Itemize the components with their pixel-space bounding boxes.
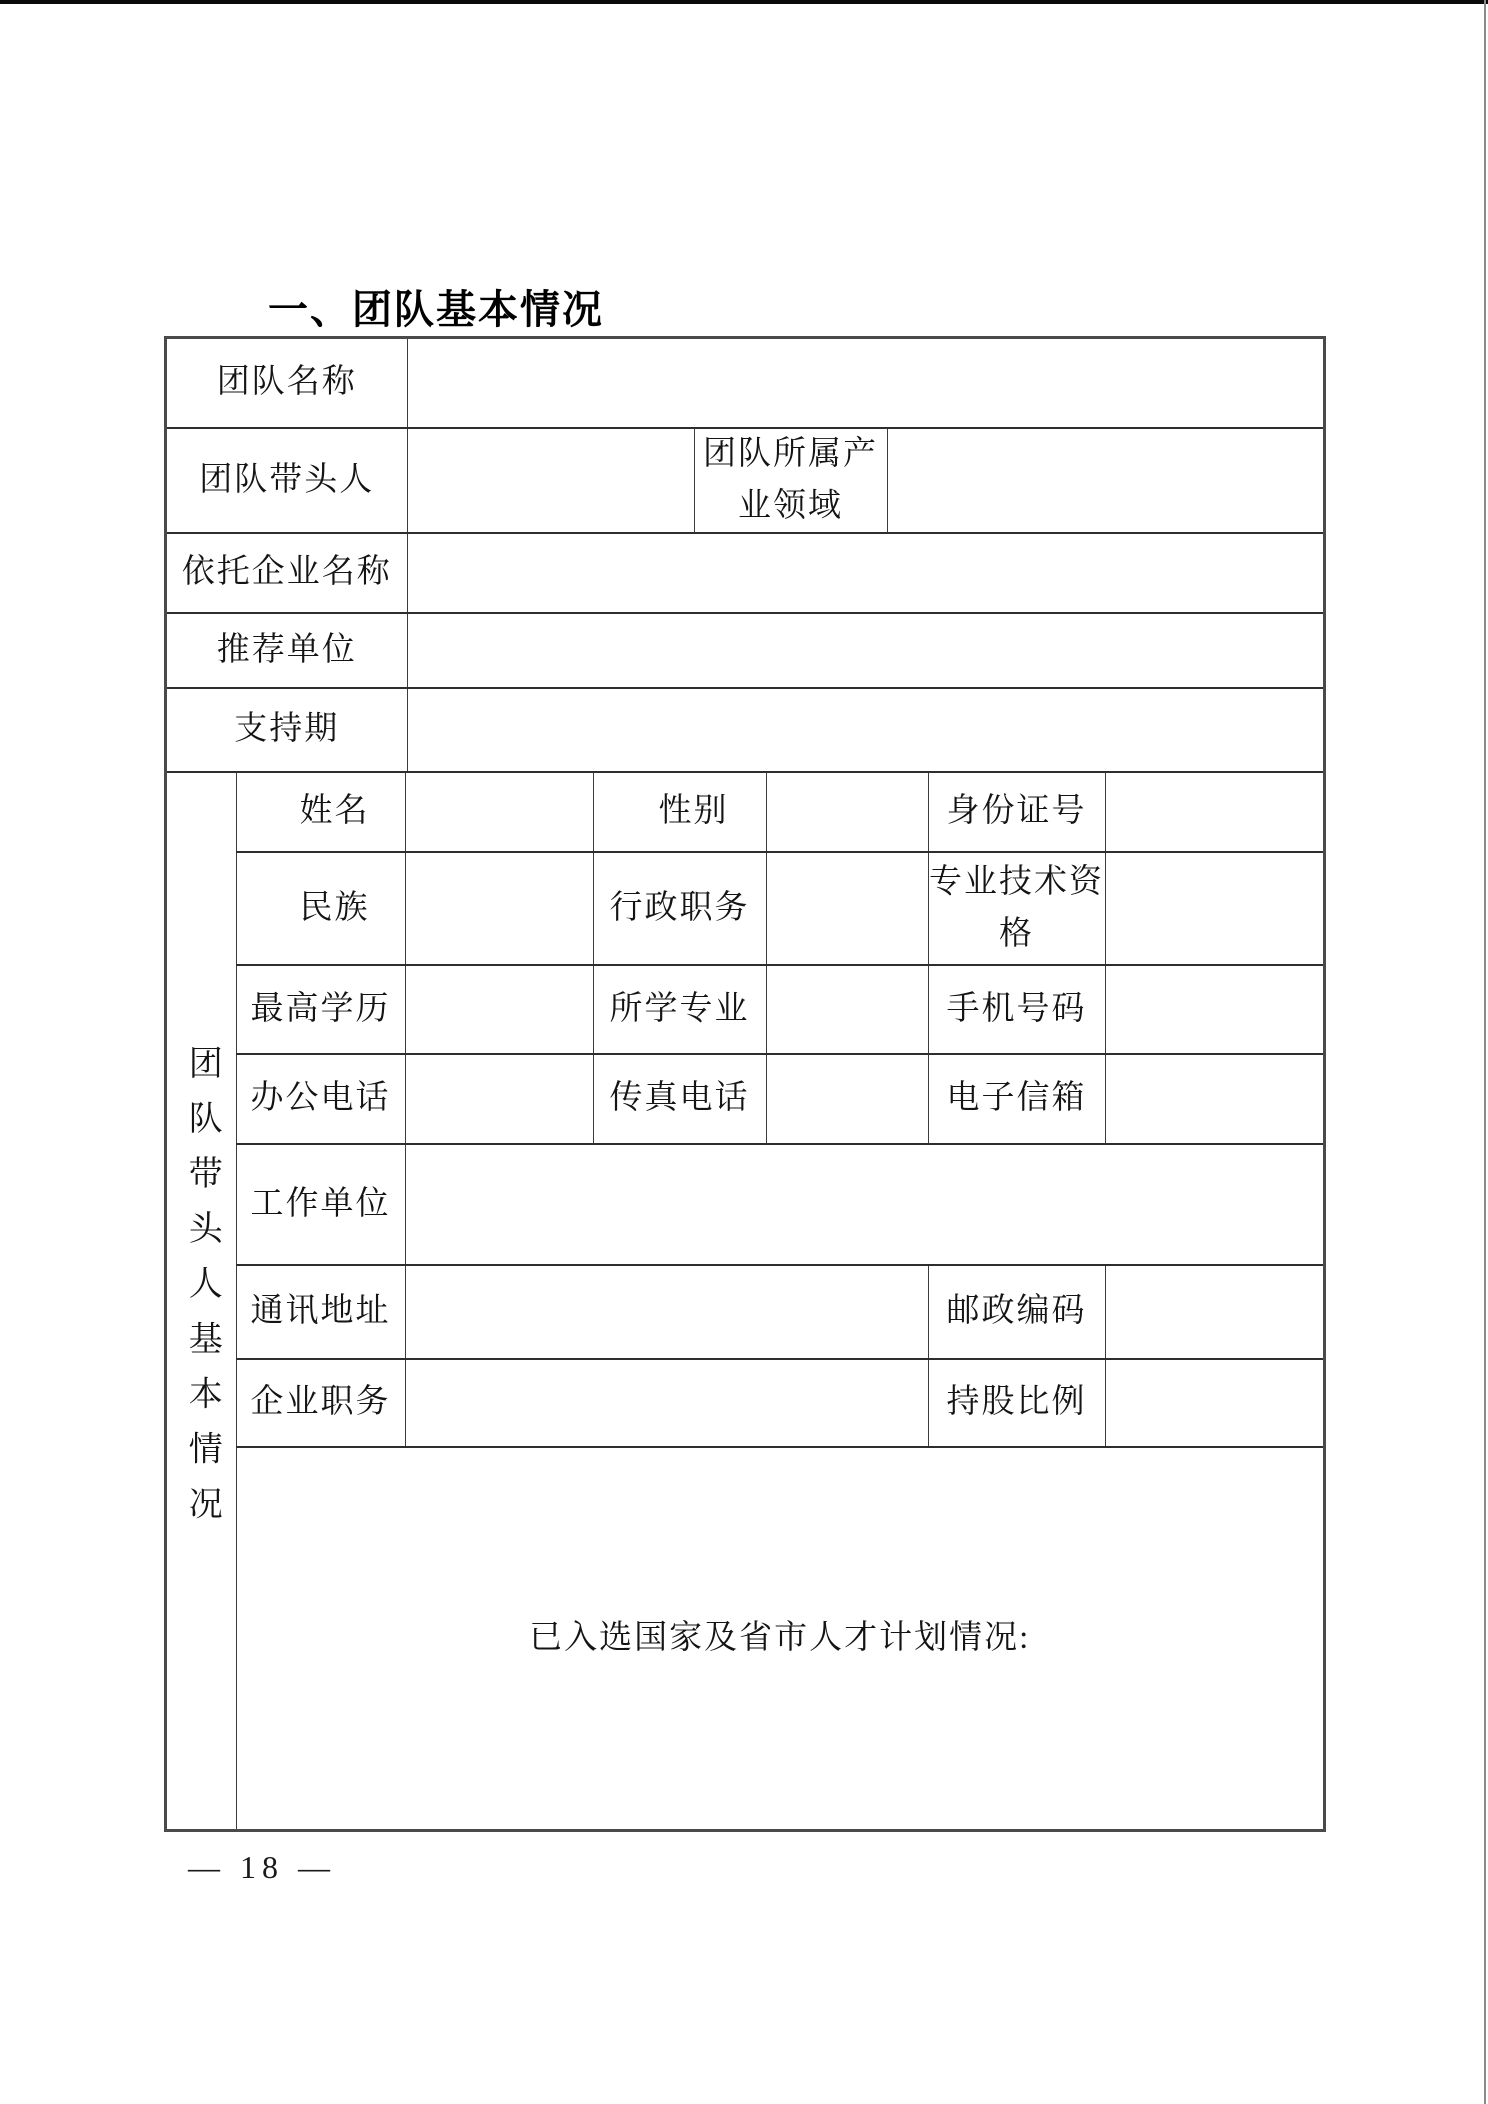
ethnicity-value-cell: [405, 852, 593, 965]
major-value-cell: [766, 965, 928, 1054]
postal-code-value-cell: [1105, 1265, 1323, 1359]
leader-info-table: [167, 771, 1323, 1829]
screenshot-top-edge-line: [0, 0, 1488, 4]
enterprise-name-label: 依托企业名称: [167, 533, 407, 613]
team-general-table: [167, 339, 1323, 771]
page-number: — 18 —: [188, 1849, 336, 1885]
team-leader-label: 团队带头人: [167, 428, 407, 533]
office-phone-label: 办公电话: [236, 1054, 405, 1144]
mobile-value-cell: [1105, 965, 1323, 1054]
leader-section-side-label-cell: [167, 772, 236, 1829]
id-number-label: 身份证号: [928, 772, 1105, 852]
work-unit-value-cell: [405, 1144, 1323, 1265]
mobile-label: 手机号码: [928, 965, 1105, 1054]
highest-education-value-cell: [405, 965, 593, 1054]
screenshot-right-edge-line: [1484, 0, 1486, 2104]
name-value-cell: [405, 772, 593, 852]
fax-value-cell: [766, 1054, 928, 1144]
prof-qualification-value-cell: [1105, 852, 1323, 965]
gender-label: 性别: [593, 772, 766, 852]
prof-qualification-label: 专业技术资格: [928, 852, 1105, 965]
team-basic-info-table: [164, 336, 1326, 1832]
work-unit-label: 工作单位: [236, 1144, 405, 1265]
postal-code-label: 邮政编码: [928, 1265, 1105, 1359]
talent-plan-cell: 已入选国家及省市人才计划情况:: [236, 1447, 1323, 1829]
admin-position-value-cell: [766, 852, 928, 965]
major-label: 所学专业: [593, 965, 766, 1054]
support-period-label: 支持期: [167, 688, 407, 771]
shareholding-value-cell: [1105, 1359, 1323, 1447]
team-leader-value-cell: [407, 428, 694, 533]
enterprise-name-value-cell: [407, 533, 1323, 613]
recommending-unit-value-cell: [407, 613, 1323, 688]
section-title: 一、团队基本情况: [268, 288, 604, 332]
highest-education-label: 最高学历: [236, 965, 405, 1054]
leader-section-side-label: 团队带头人基本情况: [183, 1045, 221, 1541]
fax-label: 传真电话: [593, 1054, 766, 1144]
enterprise-position-value-cell: [405, 1359, 928, 1447]
industry-field-label: 团队所属产业领域: [694, 428, 887, 533]
mailing-address-label: 通讯地址: [236, 1265, 405, 1359]
team-name-label: 团队名称: [167, 339, 407, 428]
admin-position-label: 行政职务: [593, 852, 766, 965]
name-label: 姓名: [236, 772, 405, 852]
industry-field-value-cell: [887, 428, 1323, 533]
email-label: 电子信箱: [928, 1054, 1105, 1144]
mailing-address-value-cell: [405, 1265, 928, 1359]
recommending-unit-label: 推荐单位: [167, 613, 407, 688]
team-name-value-cell: [407, 339, 1323, 428]
office-phone-value-cell: [405, 1054, 593, 1144]
email-value-cell: [1105, 1054, 1323, 1144]
gender-value-cell: [766, 772, 928, 852]
enterprise-position-label: 企业职务: [236, 1359, 405, 1447]
shareholding-label: 持股比例: [928, 1359, 1105, 1447]
ethnicity-label: 民族: [236, 852, 405, 965]
id-number-value-cell: [1105, 772, 1323, 852]
support-period-value-cell: [407, 688, 1323, 771]
